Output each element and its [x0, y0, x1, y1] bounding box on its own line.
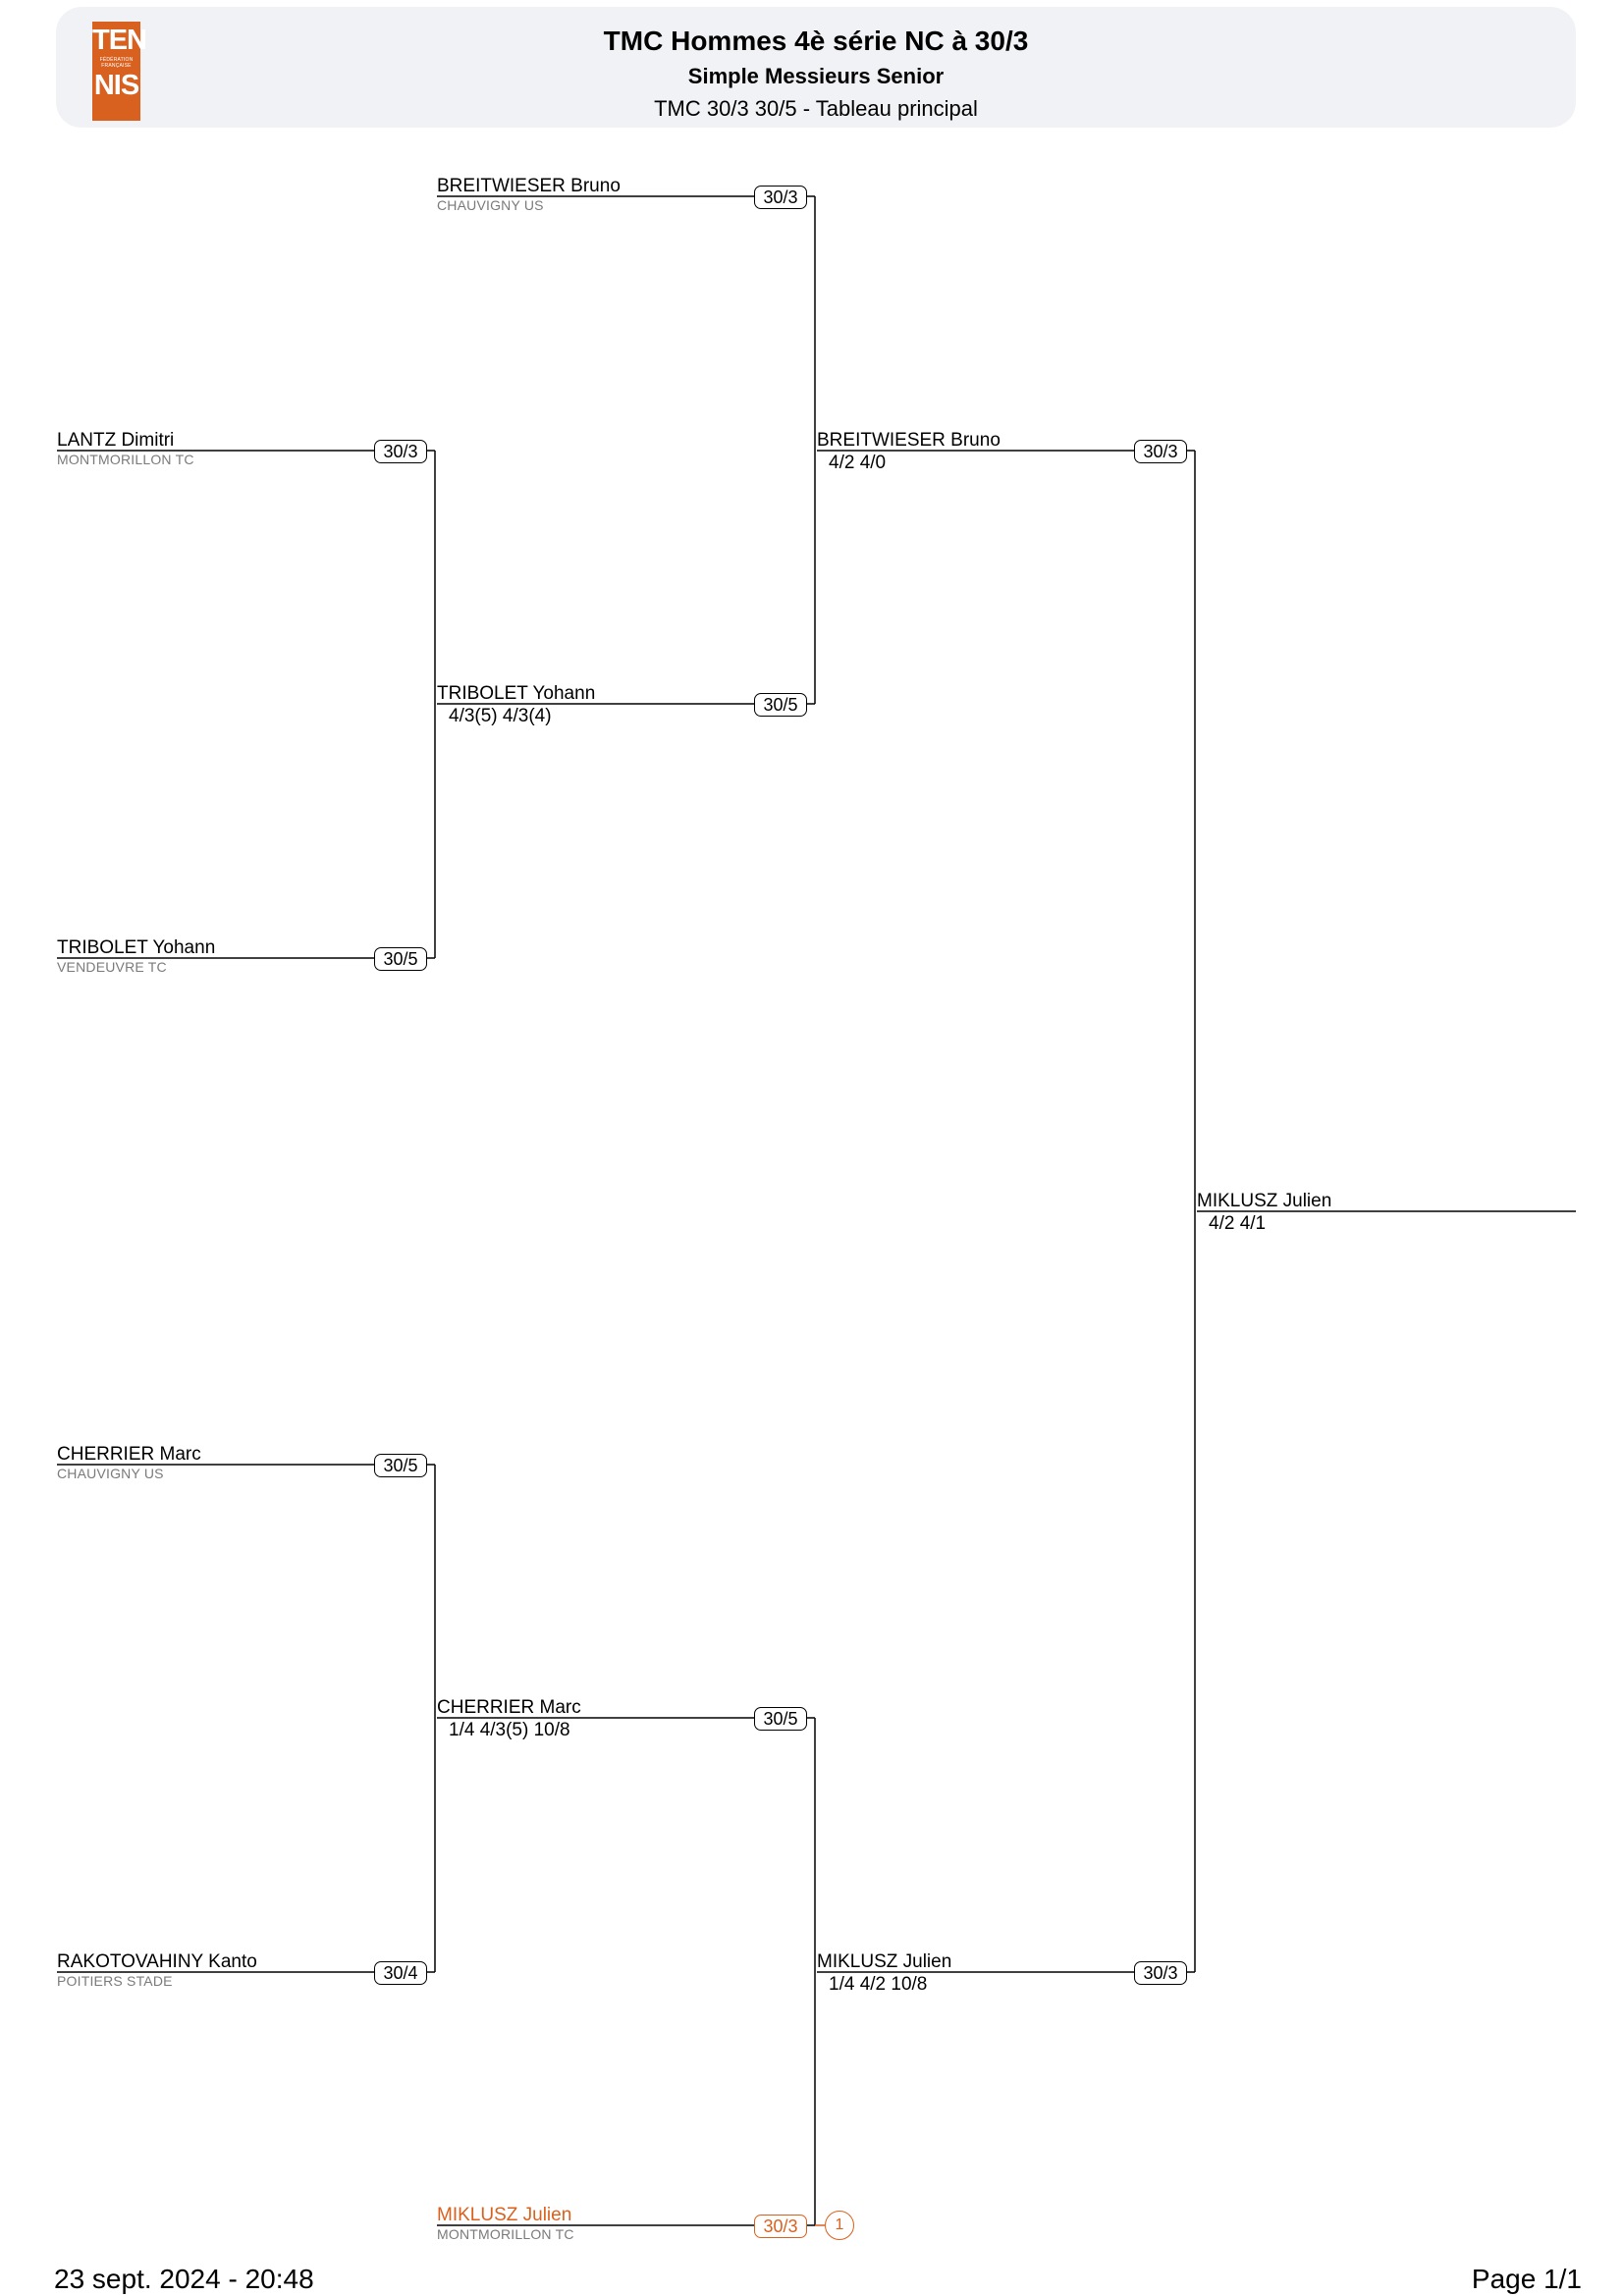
r1-player-name: LANTZ Dimitri	[57, 430, 175, 451]
r1-player-club: POITIERS STADE	[57, 1973, 173, 1989]
r1-player-name: TRIBOLET Yohann	[57, 937, 216, 958]
champion-name: MIKLUSZ Julien	[1197, 1191, 1332, 1211]
r1-player-name: CHERRIER Marc	[57, 1444, 201, 1465]
r1-player-rank: 30/3	[374, 440, 427, 463]
r2-winner-rank: 30/5	[754, 693, 807, 717]
r1-player-name-seeded: MIKLUSZ Julien	[437, 2205, 572, 2225]
r1-player-rank: 30/5	[374, 947, 427, 971]
r2-winner-rank: 30/5	[754, 1707, 807, 1731]
r1-player-name: BREITWIESER Bruno	[437, 176, 621, 196]
r1-player-club: MONTMORILLON TC	[437, 2226, 574, 2242]
r1-player-club: CHAUVIGNY US	[57, 1466, 164, 1481]
logo-text-mid: FÉDÉRATION FRANÇAISE	[99, 57, 134, 69]
r3-match-score: 4/2 4/0	[829, 453, 887, 473]
logo-text-bottom: NIS	[93, 70, 139, 101]
r1-player-club: MONTMORILLON TC	[57, 452, 194, 467]
r3-winner-rank: 30/3	[1134, 440, 1187, 463]
final-score: 4/2 4/1	[1209, 1213, 1267, 1234]
seed-badge: 1	[825, 2211, 854, 2240]
r2-winner-name: CHERRIER Marc	[437, 1697, 581, 1718]
tournament-title: TMC Hommes 4è série NC à 30/3	[603, 26, 1029, 56]
r1-player-rank: 30/4	[374, 1961, 427, 1985]
r2-match-score: 1/4 4/3(5) 10/8	[449, 1720, 570, 1740]
r1-player-rank: 30/5	[374, 1454, 427, 1477]
event-subtitle: Simple Messieurs Senior	[687, 64, 945, 88]
r2-match-score: 4/3(5) 4/3(4)	[449, 706, 552, 726]
r3-winner-name: BREITWIESER Bruno	[817, 430, 1001, 451]
r1-player-name: RAKOTOVAHINY Kanto	[57, 1951, 257, 1972]
r1-player-club: VENDEUVRE TC	[57, 959, 167, 975]
r1-player-club: CHAUVIGNY US	[437, 197, 544, 213]
r3-winner-name: MIKLUSZ Julien	[817, 1951, 952, 1972]
print-date: 23 sept. 2024 - 20:48	[54, 2264, 314, 2294]
logo-text-top: TEN	[92, 25, 146, 56]
r2-winner-name: TRIBOLET Yohann	[437, 683, 596, 704]
draw-name: TMC 30/3 30/5 - Tableau principal	[654, 96, 978, 121]
r1-player-rank-seeded: 30/3	[754, 2215, 807, 2238]
r3-match-score: 1/4 4/2 10/8	[829, 1974, 928, 1995]
r1-player-rank: 30/3	[754, 186, 807, 209]
page-number: Page 1/1	[1471, 2264, 1582, 2294]
r3-winner-rank: 30/3	[1134, 1961, 1187, 1985]
